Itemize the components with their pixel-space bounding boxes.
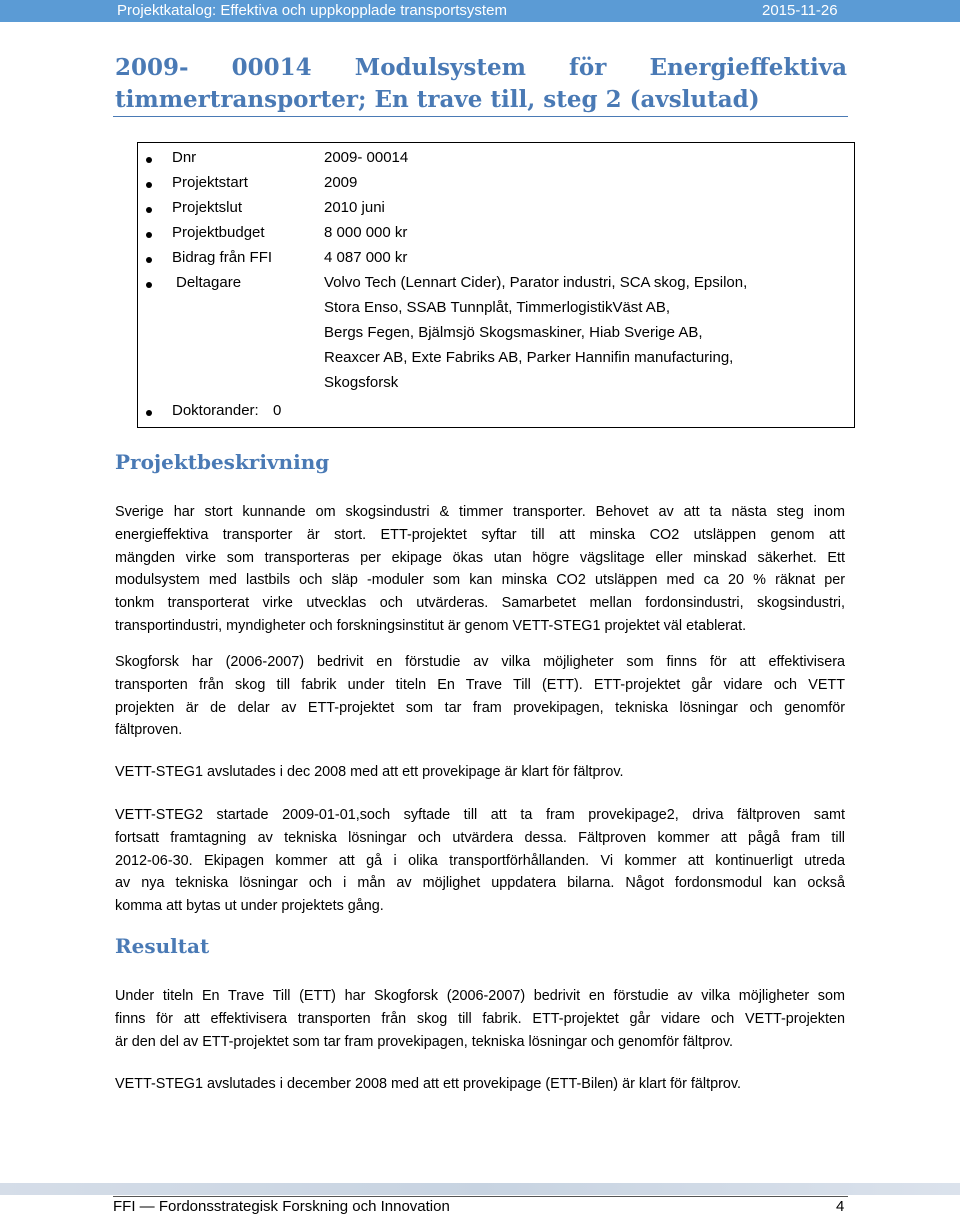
bullet-icon xyxy=(146,207,152,213)
result-paragraph-2 xyxy=(115,1073,845,1096)
start-label: Projektstart xyxy=(172,174,248,191)
end-label: Projektslut xyxy=(172,199,243,216)
header-date: 2015-11-26 xyxy=(762,2,838,19)
result-paragraph-1 xyxy=(115,985,845,1053)
bullet-icon xyxy=(146,182,152,188)
bullet-icon xyxy=(146,282,152,288)
paragraph-line: Sverige har stort kunnande om skogsindustri & timmer transporter. Behovet av att ta nästa steg inom xyxy=(115,504,845,520)
participants-line: Volvo Tech (Lennart Cider), Parator industri, SCA skog, Epsilon, xyxy=(324,274,748,291)
paragraph-line: modulsystem med lastbils och släp -moduler som kan minska CO2 utsläppen med ca 20 % räknat per xyxy=(115,572,845,589)
footer-divider xyxy=(113,1196,848,1197)
paragraph-line: transportindustri, myndigheter och forskningsinstitut är genom VETT-STEG1 projektet väl etablerat. xyxy=(115,617,747,634)
paragraph-line: komma att bytas ut under projektets gång. xyxy=(115,898,384,915)
participants-line: Skogsforsk xyxy=(324,374,399,391)
description-paragraph-4 xyxy=(115,804,845,918)
footer-organization: FFI — Fordonsstrategisk Forskning och Innovation xyxy=(113,1198,450,1215)
paragraph-line: Under titeln En Trave Till (ETT) har Skogforsk (2006-2007) bedrivit en förstudie av vilka möjligheter som xyxy=(115,988,845,1004)
description-paragraph-3 xyxy=(115,761,845,784)
paragraph-line: VETT-STEG2 startade 2009-01-01,soch syftade till att ta fram provekipage2, driva fältproven samt xyxy=(115,807,845,823)
paragraph-line: projekten är de delar av ETT-projektet som tar fram provekipagen, tekniska lösningar och genomför xyxy=(115,699,845,716)
bullet-icon xyxy=(146,257,152,263)
bullet-icon xyxy=(146,410,152,416)
participants-label: Deltagare xyxy=(176,274,242,291)
project-info-box xyxy=(137,142,855,428)
paragraph-line: är den del av ETT-projektet som tar fram provekipagen, tekniska lösningar och genomför fältprov. xyxy=(115,1033,734,1050)
catalog-title: Projektkatalog: Effektiva och uppkopplade transportsystem xyxy=(117,2,507,19)
start-value: 2009 xyxy=(324,174,358,191)
grant-value: 4 087 000 kr xyxy=(324,249,408,266)
description-paragraph-1 xyxy=(115,501,845,638)
footer-band xyxy=(0,1183,960,1195)
paragraph-line: VETT-STEG1 avslutades i dec 2008 med att ett provekipage är klart för fältprov. xyxy=(115,764,624,780)
paragraph-line: mängden virke som transporteras per ekipage ökas utan högre vägslitage eller minskad säkerhet. Ett xyxy=(115,549,845,566)
section-heading-result: Resultat xyxy=(115,934,210,958)
participants-line: Bergs Fegen, Bjälmsjö Skogsmaskiner, Hiab Sverige AB, xyxy=(324,324,703,341)
paragraph-line: 2012-06-30. Ekipagen kommer att gå i olika transportförhållanden. Vi kommer att kontinuerligt utreda xyxy=(115,852,845,869)
paragraph-line: tonkm transporterat virke utvecklas och utvärderas. Samarbetet mellan fordonsindustri, skogsindustri, xyxy=(115,595,845,612)
participants-line: Reaxcer AB, Exte Fabriks AB, Parker Hannifin manufacturing, xyxy=(324,349,734,366)
end-value: 2010 juni xyxy=(324,199,385,216)
participants-list xyxy=(324,274,747,399)
paragraph-line: VETT-STEG1 avslutades i december 2008 med att ett provekipage (ETT-Bilen) är klart för fältprov. xyxy=(115,1076,741,1092)
paragraph-line: energieffektiva transporter är stort. ETT-projektet syftar till att minska CO2 utsläppen genom att xyxy=(115,526,845,543)
paragraph-line: av nya tekniska lösningar och i mån av möjlighet uppdatera bilarna. Något fordonsmodul kan också xyxy=(115,875,845,892)
budget-value: 8 000 000 kr xyxy=(324,224,408,241)
participants-line: Stora Enso, SSAB Tunnplåt, TimmerlogistikVäst AB, xyxy=(324,299,670,316)
budget-label: Projektbudget xyxy=(172,224,265,241)
bullet-icon xyxy=(146,232,152,238)
description-paragraph-2 xyxy=(115,651,845,742)
document-title: 2009- 00014 Modulsystem för Energieffektiva timmertransporter; En trave till, steg 2 (avslutad) xyxy=(115,54,847,113)
section-heading-description: Projektbeskrivning xyxy=(115,450,330,474)
paragraph-line: fältproven. xyxy=(115,722,183,739)
doctoral-value: 0 xyxy=(273,402,282,419)
dnr-value: 2009- 00014 xyxy=(324,149,409,166)
page-number: 4 xyxy=(836,1198,845,1215)
doctoral-label: Doktorander: xyxy=(172,402,259,419)
title-divider xyxy=(113,116,848,117)
grant-label: Bidrag från FFI xyxy=(172,249,273,266)
paragraph-line: fortsatt framtagning av tekniska lösningar och utvärdera dessa. Fältproven kommer att pågå fram till xyxy=(115,829,845,846)
dnr-label: Dnr xyxy=(172,149,197,166)
paragraph-line: finns för att effektivisera transporten från skog till fabrik. ETT-projektet går vidare och VETT-projekten xyxy=(115,1010,845,1027)
page-header xyxy=(0,0,960,22)
paragraph-line: Skogforsk har (2006-2007) bedrivit en förstudie av vilka möjligheter som finns för att effektivisera xyxy=(115,654,845,670)
bullet-icon xyxy=(146,157,152,163)
paragraph-line: transporten från skog till fabrik under titeln En Trave Till (ETT). ETT-projektet går vidare och VETT xyxy=(115,676,845,693)
